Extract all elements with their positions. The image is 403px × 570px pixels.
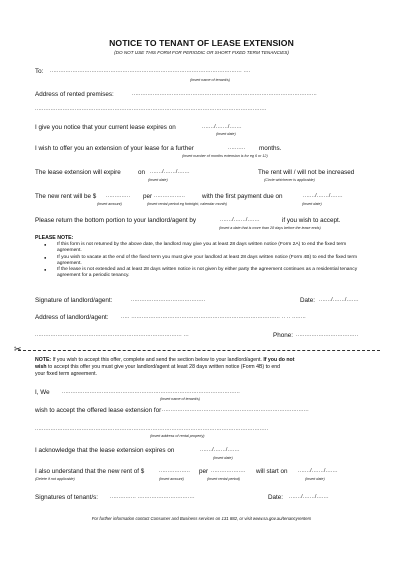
to-hint: (insert name of tenant/s)	[190, 78, 230, 82]
newrent-amount-field[interactable]: ..............	[106, 193, 131, 199]
understand-hint-period: (insert rental period)	[207, 477, 240, 481]
tear-note-emphasis: If you do not	[263, 357, 295, 363]
return-date-field[interactable]: ......./......./.......	[220, 217, 260, 223]
landlord-address-field[interactable]: ..... ...................................................................................... .. .. ........	[121, 314, 306, 320]
extension-date-field[interactable]: ......./......./.......	[150, 169, 190, 175]
tear-off-note	[35, 357, 294, 379]
newrent-per: per	[143, 193, 153, 200]
cut-line-divider	[18, 350, 380, 351]
return-text: Please return the bottom portion to your landlord/agent by	[35, 217, 197, 224]
landlord-phone-label: Phone:	[273, 332, 293, 339]
page-title: NOTICE TO TENANT OF LEASE EXTENSION	[109, 38, 294, 48]
understand-hint-amount: (insert amount)	[159, 477, 184, 481]
expires-text: I give you notice that your current lease expires on	[35, 124, 176, 131]
landlord-address-label: Address of landlord/agent:	[35, 314, 109, 321]
return-suffix: if you wish to accept.	[282, 217, 341, 224]
address-field-2[interactable]: ......................................................................................................................................	[35, 106, 267, 112]
newrent-mid: with the first payment due on	[202, 193, 283, 200]
i-we-hint: (insert name of tenant/s)	[160, 397, 200, 401]
please-note-item: ● If you wish to vacate at the end of the fixed term you must give your landlord at least 28 days written notice (Form 4B) to end the fixed term agreement.	[44, 255, 364, 268]
please-note-item: ● If the lease is not extended and at least 28 days written notice is not given by either party the agreement continues as a residential tenancy agreement for a periodic tenancy.	[44, 267, 364, 280]
please-note-item: ● If this form is not returned by the above date, the landlord may give you at least 28 days written notice (Form 2A) to end the fixed term agreement.	[44, 242, 364, 255]
accept-field[interactable]: .....................................................................................	[162, 407, 309, 413]
newrent-hint-amount: (insert amount)	[97, 202, 122, 206]
understand-hint-date: (insert date)	[305, 477, 325, 481]
newrent-period-field[interactable]: ..................	[154, 193, 186, 199]
please-note-heading: PLEASE NOTE:	[35, 235, 74, 241]
ack-date-field[interactable]: ......./......./.......	[200, 447, 240, 453]
footer-contact: For further information contact Consumer and Business services on 131 882, or visit www.sa.gov.au/tenancyrenters	[91, 516, 312, 521]
accept-text: wish to accept the offered lease extension for	[35, 407, 162, 414]
offer-text: I wish to offer you an extension of your lease for a further	[35, 145, 194, 152]
expires-date-field[interactable]: ......./......./.......	[202, 124, 242, 130]
expires-hint: (insert date)	[216, 132, 236, 136]
understand-date-field[interactable]: ......./......./.......	[298, 468, 338, 474]
scissors-icon: ✂	[14, 344, 22, 354]
return-hint: (insert a date that is more than 28 days before the lease ends)	[219, 226, 321, 230]
understand-amount-field[interactable]: ..................	[159, 468, 191, 474]
understand-per: per	[199, 468, 209, 475]
tear-note-text-2: to accept this offer you must give your landlord/agent at least 28 days written notice (Form 4B) to end	[47, 364, 281, 371]
offer-suffix: months.	[259, 145, 282, 152]
landlord-date-field[interactable]: ......./......./.......	[319, 297, 359, 303]
newrent-date-field[interactable]: ......./......./.......	[303, 193, 343, 199]
tear-note-label: NOTE:	[35, 357, 52, 363]
landlord-phone-field[interactable]: ....................................	[296, 332, 359, 338]
to-field[interactable]: ............................................................................................................... ....	[50, 68, 251, 74]
i-we-label: I, We	[35, 389, 50, 396]
understand-start: will start on	[256, 468, 288, 475]
page-subtitle: (DO NOT USE THIS FORM FOR PERIODIC OR SHORT FIXED TERM TENANCIES)	[114, 50, 289, 55]
offer-months-field[interactable]: ..........	[228, 145, 246, 151]
extension-hint-date: (insert date)	[148, 178, 168, 182]
ack-text: I acknowledge that the lease extension expires on	[35, 447, 175, 454]
landlord-date-label: Date:	[300, 297, 316, 304]
ack-hint: (insert date)	[213, 456, 233, 460]
understand-text: I also understand that the new rent of $	[35, 468, 145, 475]
newrent-hint-date: (insert date)	[302, 202, 322, 206]
tenant-signature-field[interactable]: ............... .................................	[110, 494, 195, 500]
address-field[interactable]: ...........................................................................................................	[132, 91, 317, 97]
extension-on: on	[138, 169, 146, 176]
newrent-text: The new rent will be $	[35, 193, 97, 200]
landlord-address-field-2[interactable]: ..................................................................................... ...	[35, 332, 189, 338]
landlord-signature-label: Signature of landlord/agent:	[35, 297, 113, 304]
tenant-signature-label: Signatures of tenant/s:	[35, 494, 99, 501]
tear-note-text: If you wish to accept this offer, complete and send the section below to your landlord/agent.	[52, 357, 262, 363]
i-we-field[interactable]: .......................................................................................................	[62, 389, 240, 395]
extension-rent-text: The rent will / will not be increased	[258, 169, 355, 176]
offer-hint: (insert number of months extension is for eg 6 or 12)	[182, 154, 268, 158]
tenant-date-label: Date:	[268, 494, 284, 501]
tenant-date-field[interactable]: ......./......./.......	[289, 494, 329, 500]
landlord-signature-field[interactable]: ...........................................	[131, 297, 206, 303]
extension-hint-circle: (Circle whichever is applicable)	[264, 178, 315, 182]
rental-property-field[interactable]: .......................................................................................................................................	[35, 426, 269, 432]
tear-note-emphasis-2: wish	[35, 364, 47, 371]
to-label: To:	[35, 68, 44, 75]
newrent-hint-period: (insert rental period eg fortnight, calendar month)	[147, 202, 227, 206]
please-note-list	[44, 242, 364, 280]
understand-period-field[interactable]: ....................	[211, 468, 246, 474]
address-label: Address of rented premises:	[35, 91, 114, 98]
tear-note-text-3: your fixed term agreement.	[35, 371, 97, 378]
extension-text: The lease extension will expire	[35, 169, 121, 176]
rental-property-hint: (insert address of rental property)	[150, 434, 205, 438]
understand-hint-deleted: (Delete if not applicable)	[35, 477, 75, 481]
